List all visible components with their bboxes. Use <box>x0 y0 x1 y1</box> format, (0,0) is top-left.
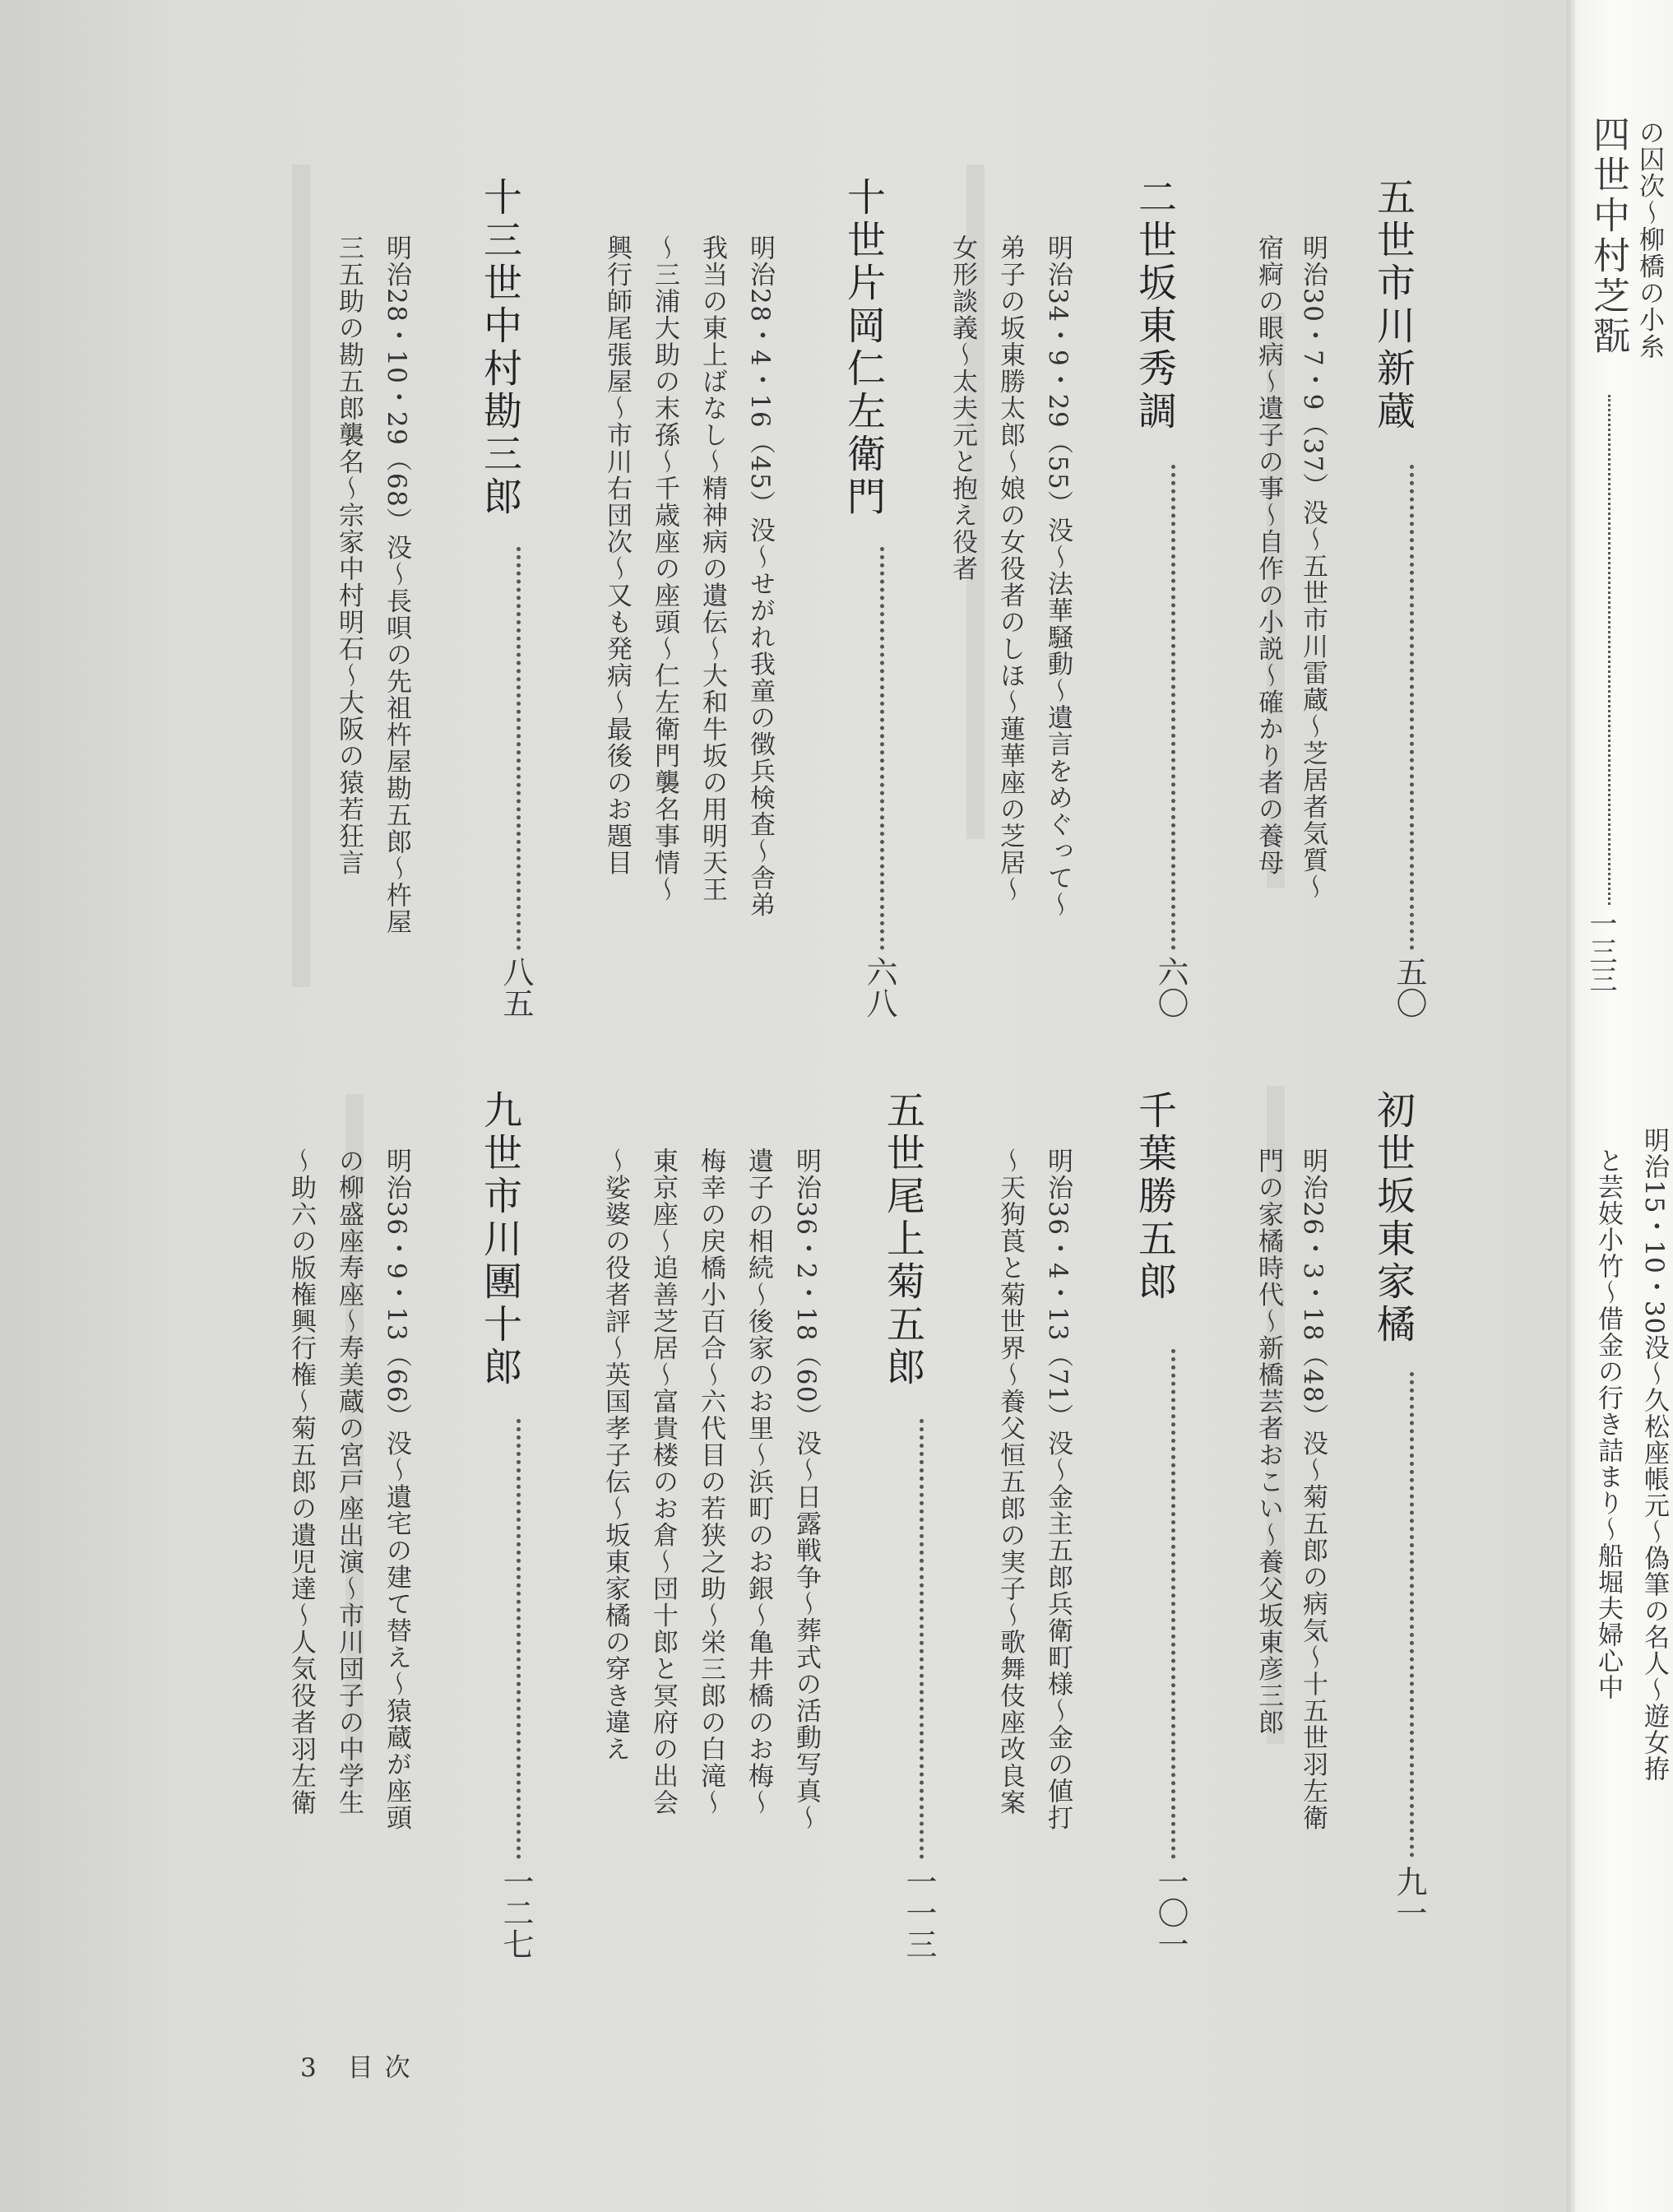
entry-description: 〜娑婆の役者評〜英国孝子伝〜坂東家橘の穿き違え <box>600 1148 630 1763</box>
entry-description: 遺子の相続〜後家のお里〜浜町のお銀〜亀井橋のお梅〜 <box>744 1148 773 1816</box>
entry-description: 宿痾の眼病〜遺子の事〜自作の小説〜確かり者の養母 <box>1254 234 1283 876</box>
dot-leader <box>517 547 521 950</box>
dot-leader <box>1410 1372 1414 1857</box>
page-number: 一〇一 <box>1152 1866 1189 1959</box>
entry-title[interactable]: 十世片岡仁左衛門 <box>841 177 886 519</box>
page-footer <box>300 2047 422 2084</box>
entry-description: 興行師尾張屋〜市川右団次〜又も発病〜最後のお題目 <box>602 234 632 876</box>
entry-description: 明治26・3・18（48）没〜菊五郎の病気〜十五世羽左衛 <box>1298 1148 1328 1832</box>
entry-title[interactable]: 五世市川新蔵 <box>1370 177 1416 434</box>
entry-description: 明治28・4・16（45）没〜せがれ我童の徴兵検査〜舎弟 <box>745 234 775 919</box>
next-page-line: 明治15・10・30没〜久松座帳元〜偽筆の名人〜遊女拵 <box>1639 1127 1669 1783</box>
entry-description: 明治36・2・18（60）没〜日露戦争〜葬式の活動写真〜 <box>791 1148 821 1832</box>
entry-description: 弟子の坂東勝太郎〜娘の女役者のしほ〜蓮華座の芝居〜 <box>995 234 1025 903</box>
page-number: 六八 <box>861 956 897 1018</box>
entry-title[interactable]: 二世坂東秀調 <box>1132 177 1177 434</box>
page-number: 一二七 <box>498 1866 534 1959</box>
dot-leader <box>1608 395 1610 905</box>
next-page-edge <box>1575 0 1673 2212</box>
entry-description: 〜助六の版権興行権〜菊五郎の遺児達〜人気役者羽左衛 <box>286 1148 316 1816</box>
dot-leader <box>920 1419 924 1859</box>
entry-description: 三五助の勘五郎襲名〜宗家中村明石〜大阪の猿若狂言 <box>334 234 364 876</box>
page-number: 五〇 <box>1391 956 1427 1018</box>
entry-description: 我当の東上ばなし〜精神病の遺伝〜大和牛坂の用明天王 <box>697 234 727 903</box>
entry-description: 明治30・7・9（37）没〜五世市川雷蔵〜芝居者気質〜 <box>1298 234 1328 901</box>
entry-description: 明治34・9・29（55）没〜法華騒動〜遺言をめぐって〜 <box>1043 234 1073 919</box>
entry-title[interactable]: 九世市川團十郎 <box>477 1090 522 1389</box>
dot-leader <box>1171 1349 1175 1859</box>
entry-description: 女形談義〜太夫元と抱え役者 <box>948 234 977 582</box>
entry-description: 明治36・9・13（66）没〜遺宅の建て替え〜猿蔵が座頭 <box>382 1148 411 1832</box>
entry-description: 梅幸の戻橋小百合〜六代目の若狭之助〜栄三郎の白滝〜 <box>696 1148 725 1816</box>
entry-description: 東京座〜追善芝居〜富貴楼のお倉〜団十郎と冥府の出会 <box>648 1148 678 1816</box>
show-through <box>292 165 310 987</box>
dot-leader <box>1410 465 1414 950</box>
entry-title[interactable]: 五世尾上菊五郎 <box>880 1090 925 1389</box>
dot-leader <box>880 547 884 950</box>
entry-description: 明治28・10・29（68）没〜長唄の先祖杵屋勘五郎〜杵屋 <box>382 234 411 936</box>
page-number: 九一 <box>1391 1866 1427 1928</box>
entry-description: 〜三浦大助の末孫〜千歳座の座頭〜仁左衛門襲名事情〜 <box>650 234 679 903</box>
next-page-title[interactable]: 四世中村芝翫 <box>1587 115 1630 357</box>
footer-page-number: 3 <box>300 2053 328 2083</box>
entry-description: 明治36・4・13（71）没〜金主五郎兵衛町様〜金の値打 <box>1043 1148 1073 1832</box>
entry-description: 〜天狗莨と菊世界〜養父恒五郎の実子〜歌舞伎座改良案 <box>995 1148 1025 1816</box>
page-number: 一三三 <box>1584 909 1617 993</box>
entry-description: 門の家橘時代〜新橋芸者おこい〜養父坂東彦三郎 <box>1254 1148 1283 1736</box>
footer-label: 目次 <box>347 2053 422 2083</box>
entry-title[interactable]: 十三世中村勘三郎 <box>477 177 522 519</box>
entry-description: の柳盛座寿座〜寿美蔵の宮戸座出演〜市川団子の中学生 <box>334 1148 364 1816</box>
entry-title[interactable]: 初世坂東家橘 <box>1370 1090 1416 1347</box>
dot-leader <box>517 1419 521 1859</box>
page-number: 六〇 <box>1152 956 1189 1018</box>
dot-leader <box>1171 465 1175 950</box>
next-page-line: の囚次〜柳橋の小糸 <box>1634 119 1664 360</box>
entry-title[interactable]: 千葉勝五郎 <box>1132 1090 1177 1304</box>
next-page-line: と芸妓小竹〜借金の行き詰まり〜船堀夫婦心中 <box>1593 1148 1623 1700</box>
page-number: 一一三 <box>901 1866 937 1959</box>
page-number: 八五 <box>498 956 534 1018</box>
